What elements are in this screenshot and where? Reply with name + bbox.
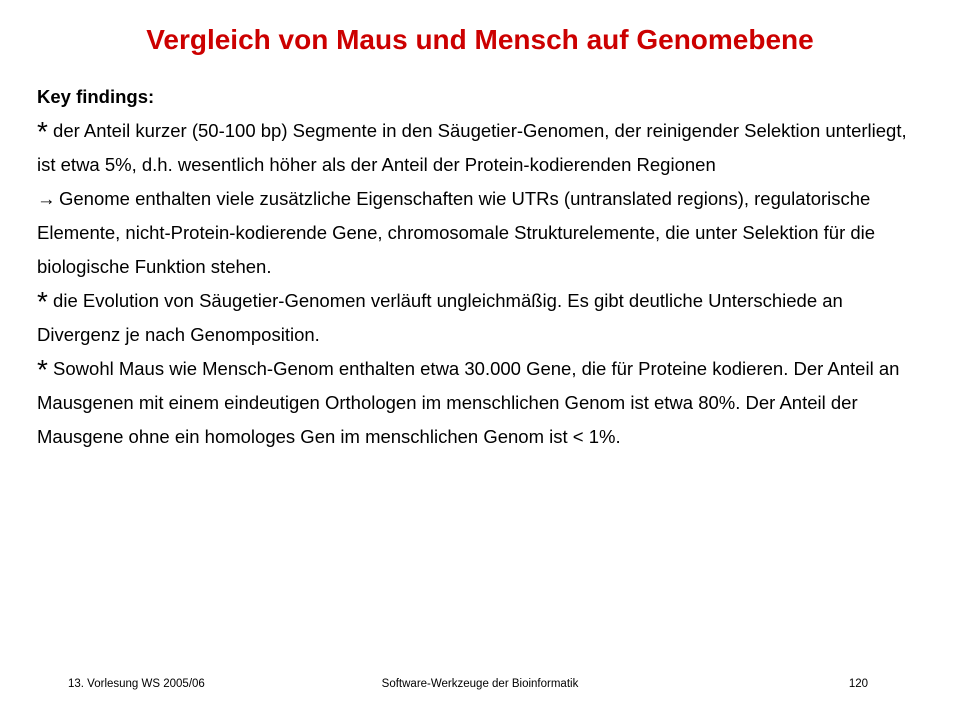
footer-page-number: 120 — [848, 678, 868, 690]
finding-text-4: Sowohl Maus wie Mensch-Genom enthalten etwa 30.000 Gene, die für Proteine kodieren. Der Anteil an Mausgenen mit einem eindeutigen Orthologen im menschlichen Genom ist etwa 80%. Der Anteil der Mausgene ohne ein homologes Gen im menschlichen Genom ist < 1%. — [37, 358, 900, 447]
asterisk-bullet-icon: * — [37, 286, 48, 317]
finding-paragraph-1 — [37, 114, 927, 182]
asterisk-bullet-icon: * — [37, 354, 48, 385]
finding-paragraph-2 — [37, 182, 927, 284]
finding-text-1: der Anteil kurzer (50-100 bp) Segmente in den Säugetier-Genomen, der reinigender Selektion unterliegt, ist etwa 5%, d.h. wesentlich höher als der Anteil der Protein-kodierenden Regionen — [37, 120, 907, 175]
finding-paragraph-3 — [37, 284, 927, 352]
key-findings-heading: Key findings: — [37, 86, 155, 107]
asterisk-bullet-icon: * — [37, 116, 48, 147]
slide-title: Vergleich von Maus und Mensch auf Genomebene — [146, 24, 814, 55]
finding-text-2: Genome enthalten viele zusätzliche Eigenschaften wie UTRs (untranslated regions), regulatorische Elemente, nicht-Protein-kodierende Gene, chromosomale Strukturelemente, die unter Selektion für die biologische Funktion stehen. — [37, 188, 876, 277]
footer-course: Software-Werkzeuge der Bioinformatik — [381, 678, 579, 690]
finding-paragraph-4 — [37, 352, 927, 454]
slide-body — [37, 80, 927, 454]
footer-lecture: 13. Vorlesung WS 2005/06 — [68, 678, 205, 690]
finding-text-3: die Evolution von Säugetier-Genomen verläuft ungleichmäßig. Es gibt deutliche Unterschiede an Divergenz je nach Genomposition. — [37, 290, 843, 345]
right-arrow-icon: → — [37, 188, 56, 209]
